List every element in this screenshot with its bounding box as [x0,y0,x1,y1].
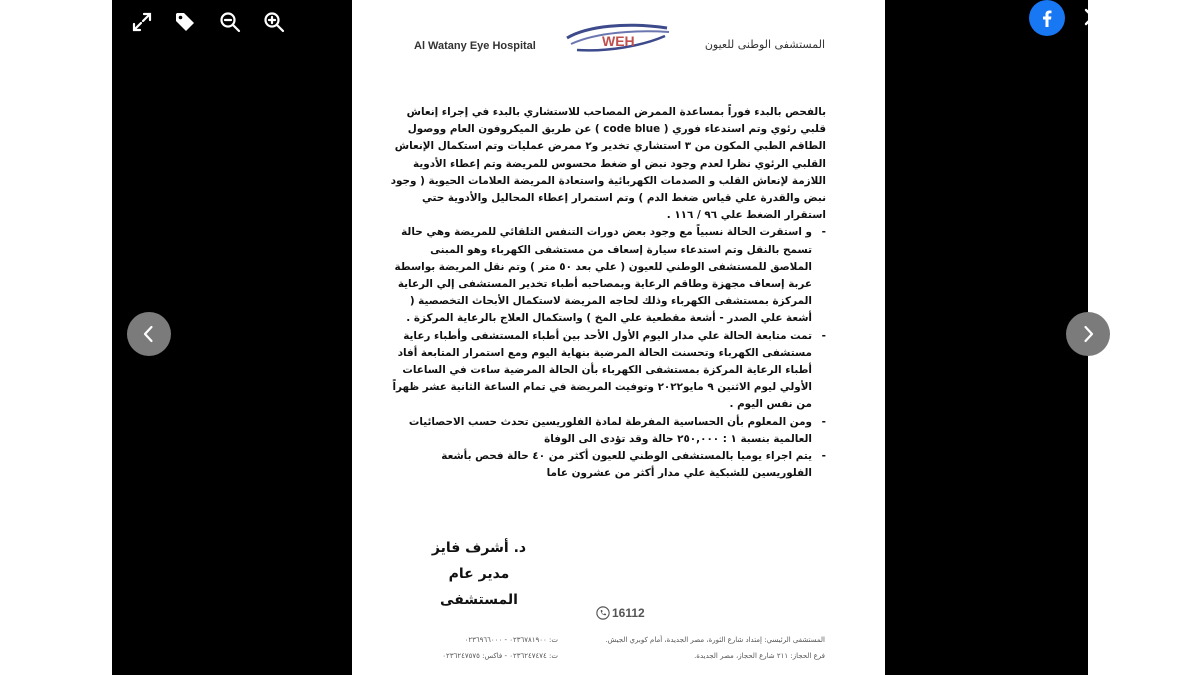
paragraph: بالفحص بالبدء فوراً بمساعدة الممرض المصاحب للاستشاري بالبدء في إجراء إنعاش قلبي رئوي وتم استدعاء فوري ( code blue ) عن طريق الميكروفون العام ووصول الطاقم الطبي المكون من ٣ استشاري تخدير و٢ ممرض عمليات وتم استكمال الإنعاش القلبي الرئوي نظرا لعدم وجود نبض او ضغط محسوس للمريضة وتم إعطاء الأدوية اللازمة لإنعاش القلب و الصدمات الكهربائية واستعادة المريضة العلامات الحيوية ( وجود نبض والقدرة علي قياس ضغط الدم ) وتم استمرار إعطاء المحاليل والأدوية حتي استقرار الضغط علي ٩٦ / ١١٦ . [390,106,826,222]
bullet-list [388,224,826,482]
signature-block [414,535,544,613]
tag-icon[interactable] [173,10,197,34]
signatory-title: مدير عام المستشفى [440,566,518,608]
previous-image-button[interactable] [127,312,171,356]
footer-phone-line: ت: ٠٢٣٦٢٤٧٤٧٤ - فاكس: ٠٢٣٦٢٤٧٥٧٥ [442,652,558,660]
footer-phone-line: ت: ٠٢٣٦٧٨١٩٠٠ - ٠٢٣٦٩٦٦٠٠٠ [464,636,558,644]
chevron-left-icon [138,323,160,345]
footer-address-line: المستشفى الرئيسي: إمتداد شارع الثورة، مصر الجديدة، أمام كوبري الجيش. [605,636,825,644]
close-icon [1082,6,1104,28]
hotline [596,606,645,620]
document-image [352,0,885,675]
list-item: - ومن المعلوم بأن الحساسية المفرطة لمادة الفلوريسين تحدث حسب الاحصائيات العالمية بنسبة ١ : ٢٥٠,٠٠٠ حالة وقد تؤدى الى الوفاة [388,414,812,448]
hospital-name-en: Al Watany Eye Hospital [414,40,536,52]
signatory-name: د. أشرف فايز [431,540,527,556]
facebook-icon [1035,6,1059,30]
phone-icon [596,606,610,620]
chevron-right-icon [1077,323,1099,345]
close-button[interactable] [1082,6,1104,28]
list-item: - تمت متابعة الحالة علي مدار اليوم الأول الأحد بين أطباء المستشفى وأطباء رعاية مستشفى الكهرباء وتحسنت الحالة المرضية بنهاية اليوم ومع استمرار المتابعة أفاد أطباء الرعاية المركزة بمستشفى الكهرباء بأن الحالة المرضية ساءت في الساعات الأولي ليوم الاثنين ٩ مايو٢٠٢٢ وتوفيت المريضة في تمام الساعة الثانية عشر ظهراً من نفس اليوم . [388,328,812,414]
footer-addresses [565,632,825,664]
hotline-number: 16112 [612,606,645,620]
left-margin [0,0,112,675]
logo-text: WEH [602,33,635,49]
list-item: - و استقرت الحالة نسبياً مع وجود بعض دورات التنفس التلقائي للمريضة وهي حالة تسمح بالنقل وتم استدعاء سيارة إسعاف من مستشفى الكهرباء وهو المبنى الملاصق للمستشفى الوطني للعيون ( علي بعد ٥٠ متر ) وتم نقل المريضة بواسطة عربة إسعاف مجهزة وطاقم الرعاية وبمصاحبه أطباء تخدير المستشفى إلي الرعاية المركزة بمستشفى الكهرباء وذلك لحاجه المريضة لاستكمال الأبحاث التخصصية ( أشعة علي الصدر - أشعة مقطعية علي المخ ) واستكمال العلاج بالرعاية المركزة . [388,224,812,327]
letter-body [388,104,826,482]
expand-icon[interactable] [130,10,154,34]
hospital-name-ar: المستشفى الوطنى للعيون [704,38,825,51]
next-image-button[interactable] [1066,312,1110,356]
footer-address-line: فرع الحجاز: ٢١١ شارع الحجاز، مصر الجديدة. [694,652,825,660]
list-item: - يتم اجراء يوميا بالمستشفى الوطني للعيون أكثر من ٤٠ حالة فحص بأشعة الفلوريسين للشبكية علي مدار أكثر من عشرون عاما [388,448,812,482]
zoom-in-icon[interactable] [262,10,286,34]
zoom-out-icon[interactable] [218,10,242,34]
footer-contacts [418,632,558,664]
facebook-share-button[interactable] [1029,0,1065,36]
